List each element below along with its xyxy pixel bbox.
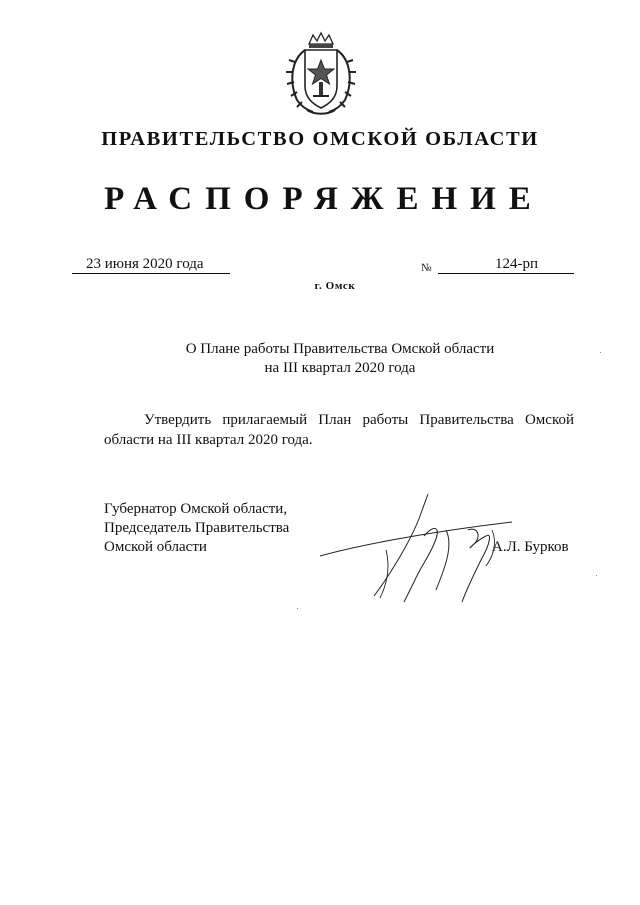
coat-of-arms-icon — [283, 30, 359, 116]
signer-name: А.Л. Бурков — [492, 539, 569, 555]
city: г. Омск — [314, 280, 356, 292]
organization-title: ПРАВИТЕЛЬСТВО ОМСКОЙ ОБЛАСТИ — [101, 128, 539, 150]
scan-speck — [297, 608, 298, 609]
subject-line-2: на III квартал 2020 года — [264, 360, 416, 376]
signer-position-line-3: Омской области — [104, 539, 207, 555]
subject-line-1: О Плане работы Правительства Омской области — [185, 341, 495, 357]
document-type-title: РАСПОРЯЖЕНИЕ — [104, 181, 544, 217]
scan-speck — [596, 575, 597, 576]
scan-speck — [600, 352, 601, 353]
document-date: 23 июня 2020 года — [72, 256, 230, 274]
signer-position-line-2: Председатель Правительства — [104, 520, 290, 536]
body-paragraph: Утвердить прилагаемый План работы Правительства Омской области на III квартал 2020 года. — [104, 412, 574, 448]
signer-position — [104, 500, 289, 557]
number-label: № — [421, 262, 432, 274]
signer-position-line-1: Губернатор Омской области, — [104, 501, 288, 517]
handwritten-signature — [316, 486, 516, 608]
document-number: 124-рп — [438, 256, 574, 274]
document-subject — [0, 340, 640, 378]
